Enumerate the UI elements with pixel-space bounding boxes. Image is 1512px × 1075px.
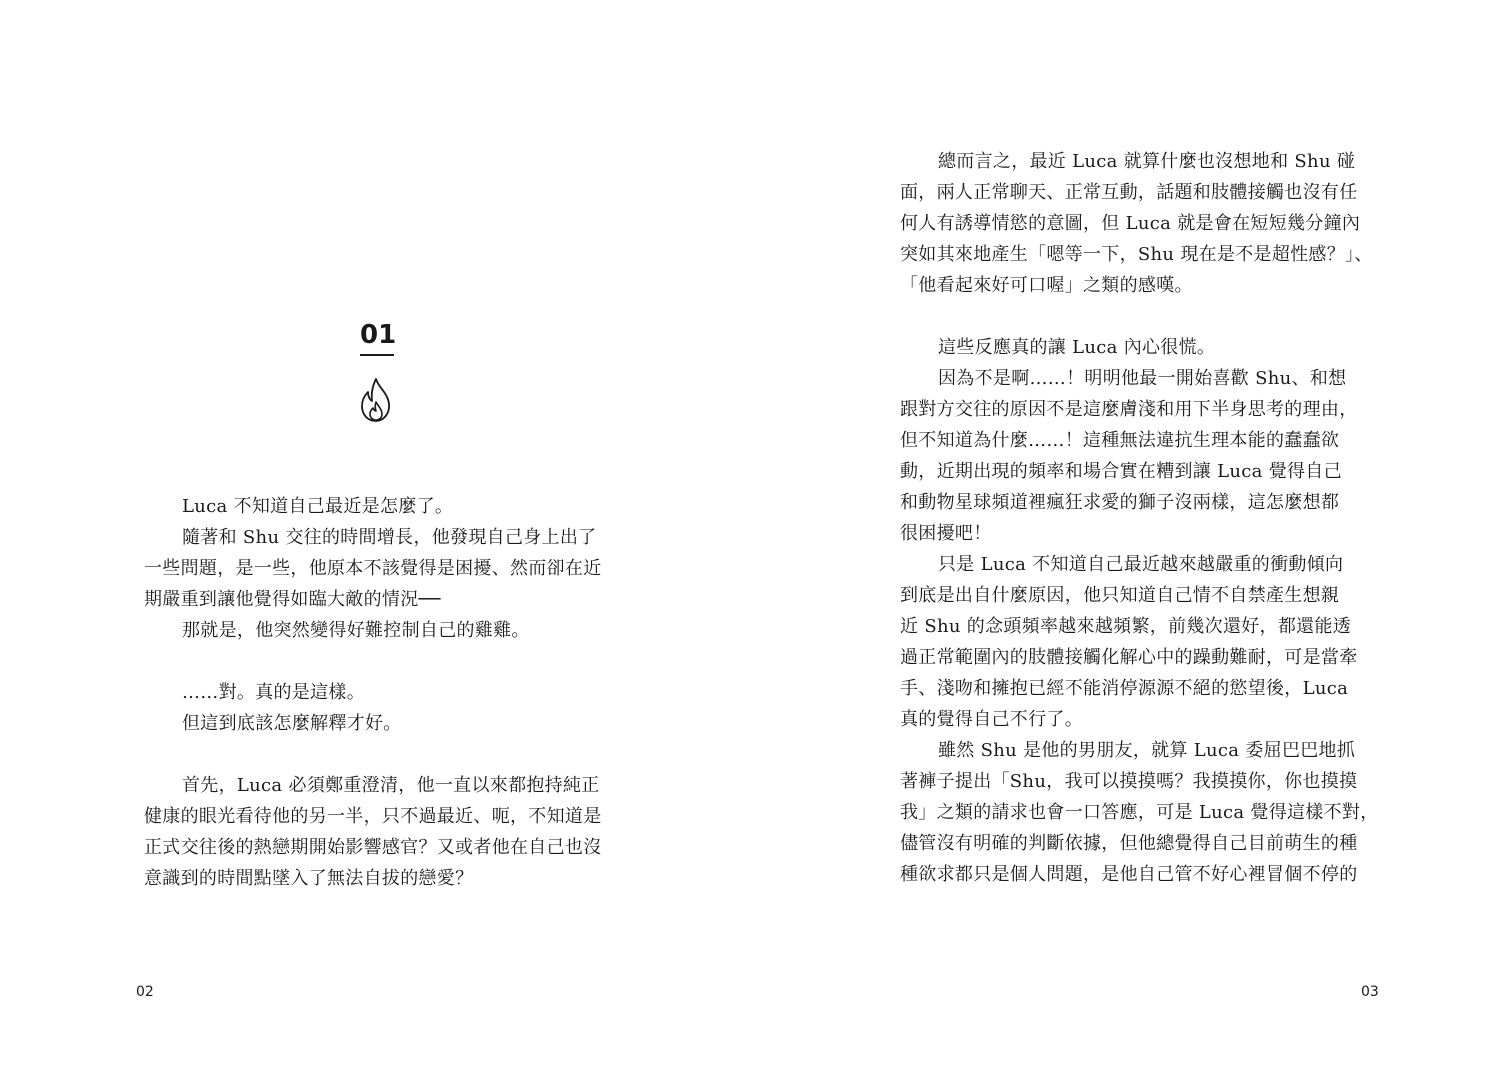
text-line: 手、淺吻和擁抱已經不能消停源源不絕的慾望後，Luca [900,678,1349,699]
text-line: 只是 Luca 不知道自己最近越來越嚴重的衝動傾向 [938,554,1344,575]
text-line: 儘管沒有明確的判斷依據，但他總覺得自己目前萌生的種 [900,833,1358,854]
text-line: 種欲求都只是個人問題，是他自己管不好心裡冒個不停的 [900,864,1358,885]
text-line: 突如其來地產生「嗯等一下，Shu 現在是不是超性感？」、 [900,244,1373,265]
text-line: Luca 不知道自己最近是怎麼了。 [182,496,454,517]
left-body-text [144,491,614,894]
text-line: 但不知道為什麼……！這種無法違抗生理本能的蠢蠢欲 [900,430,1340,451]
text-line: 一些問題，是一些，他原本不該覺得是困擾、然而卻在近 [144,558,602,579]
text-line: 到底是出自什麼原因，他只知道自己情不自禁產生想親 [900,585,1340,606]
text-line: 動，近期出現的頻率和場合實在糟到讓 Luca 覺得自己 [900,461,1342,482]
text-line: ……對。真的是這樣。 [182,682,365,703]
text-line: 和動物星球頻道裡瘋狂求愛的獅子沒兩樣，這怎麼想都 [900,492,1340,513]
text-line: 但這到底該怎麼解釋才好。 [182,713,402,734]
page-number-right: 03 [1361,984,1379,1000]
text-line: 我」之類的請求也會一口答應，可是 Luca 覺得這樣不對， [900,802,1379,823]
text-line: 近 Shu 的念頭頻率越來越頻繁，前幾次還好，都還能透 [900,616,1352,637]
text-line: 很困擾吧！ [900,523,992,544]
text-line: 健康的眼光看待他的另一半，只不過最近、呃，不知道是 [144,806,602,827]
text-line: 面，兩人正常聊天、正常互動，話題和肢體接觸也沒有任 [900,182,1358,203]
text-line: 何人有誘導情慾的意圖，但 Luca 就是會在短短幾分鐘內 [900,213,1361,234]
text-line: 隨著和 Shu 交往的時間增長，他發現自己身上出了 [182,527,597,548]
right-page [756,0,1512,1075]
text-line: 期嚴重到讓他覺得如臨大敵的情況── [144,589,441,610]
text-line: 雖然 Shu 是他的男朋友，就算 Luca 委屈巴巴地抓 [938,740,1356,761]
text-line: 那就是，他突然變得好難控制自己的雞雞。 [182,620,530,641]
chapter-number: 01 [360,318,394,356]
text-line: 真的覺得自己不行了。 [900,709,1083,730]
flame-icon [358,376,394,424]
text-line: 「他看起來好可口喔」之類的感嘆。 [900,275,1193,296]
text-line: 因為不是啊……！明明他最一開始喜歡 Shu、和想 [938,368,1347,389]
page-number-left: 02 [136,984,154,1000]
blank-line [900,301,1370,332]
text-line: 著褲子提出「Shu，我可以摸摸嗎？我摸摸你，你也摸摸 [900,771,1358,792]
blank-line [144,646,614,677]
text-line: 意識到的時間點墜入了無法自拔的戀愛？ [144,868,474,889]
text-line: 總而言之，最近 Luca 就算什麼也沒想地和 Shu 碰 [938,151,1356,172]
text-line: 過正常範圍內的肢體接觸化解心中的躁動難耐，可是當牽 [900,647,1358,668]
text-line: 首先，Luca 必須鄭重澄清，他一直以來都抱持純正 [182,775,600,796]
blank-line [144,739,614,770]
right-body-text [900,146,1379,890]
text-line: 正式交往後的熱戀期開始影響感官？又或者他在自己也沒 [144,837,602,858]
text-line: 跟對方交往的原因不是這麼膚淺和用下半身思考的理由， [900,399,1358,420]
text-line: 這些反應真的讓 Luca 內心很慌。 [938,337,1216,358]
